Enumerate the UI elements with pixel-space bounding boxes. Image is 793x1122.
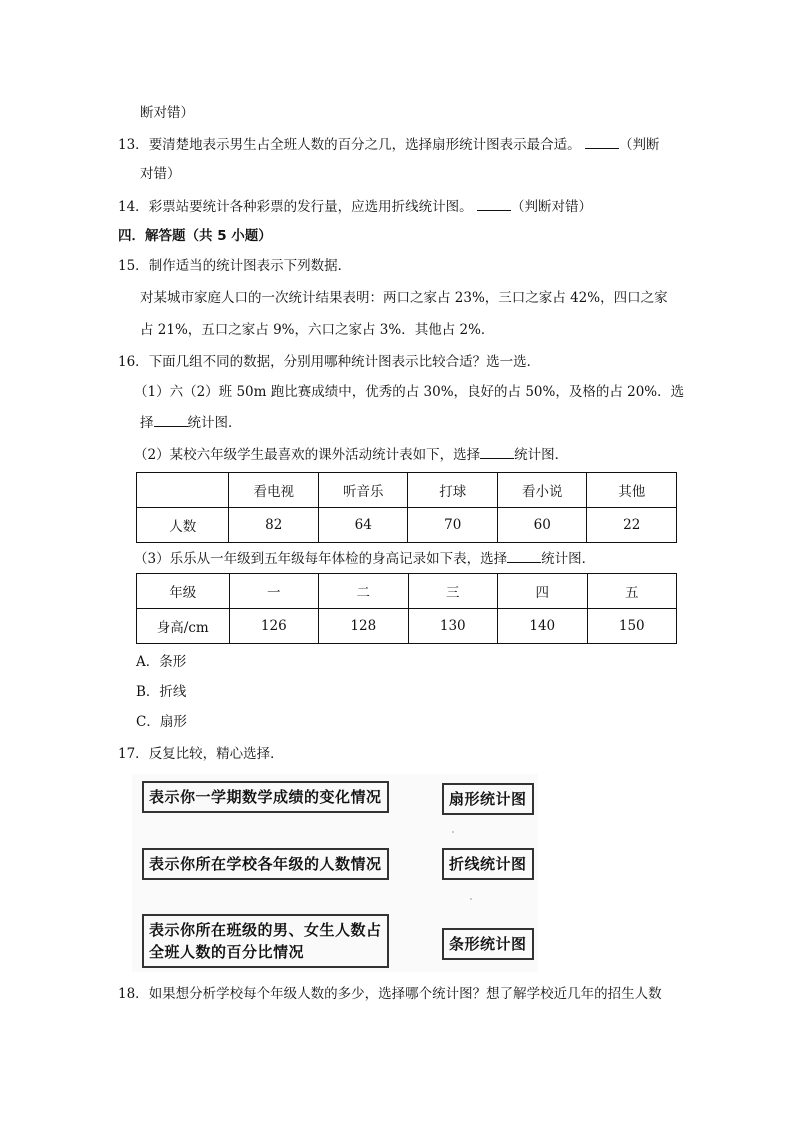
q18-number: 18．: [118, 986, 149, 1002]
table-cell: 人数: [137, 508, 229, 543]
table-cell: 82: [229, 508, 319, 543]
q16-part2-blank[interactable]: [480, 444, 514, 459]
table-cell: [137, 473, 229, 508]
q13-tail: 对错）: [140, 166, 181, 182]
q16-part1-line2: [140, 412, 242, 433]
q17-number: 17．: [118, 746, 149, 762]
option-b: B．折线: [136, 684, 187, 700]
q15-text: 制作适当的统计图表示下列数据．: [148, 258, 352, 274]
question-15: [118, 256, 351, 276]
q12-tail: 断对错）: [140, 105, 194, 121]
q16-part2: [134, 444, 568, 465]
match-right-item-1: 扇形统计图: [442, 783, 534, 815]
q13-number: 13．: [118, 137, 149, 153]
height-table: [136, 573, 677, 644]
table-row: [137, 508, 677, 543]
table-cell: 身高/cm: [137, 609, 230, 644]
table-cell: 其他: [587, 473, 677, 508]
table-cell: 126: [229, 609, 318, 644]
q14-after: （判断对错）: [510, 199, 592, 215]
q15-number: 15．: [118, 258, 149, 274]
match-right-item-2: 折线统计图: [442, 848, 534, 880]
table-cell: 64: [318, 508, 408, 543]
question-17: [118, 744, 284, 764]
q15-line-2: 占 21%，五口之家占 9%，六口之家占 3%．其他占 2%．: [140, 322, 495, 338]
q16-part1-line1: （1）六（2）班 50m 跑比赛成绩中，优秀的占 30%，良好的占 50%，及格的占 20%．选: [134, 384, 685, 400]
activity-table: [136, 472, 677, 543]
table-cell: 五: [587, 574, 677, 609]
q14-text: 彩票站要统计各种彩票的发行量，应选用折线统计图。: [148, 199, 473, 215]
q14-answer-blank[interactable]: [477, 196, 511, 211]
match-left-item-2: 表示你所在学校各年级的人数情况: [142, 848, 389, 880]
table-cell: 一: [229, 574, 318, 609]
section-4-heading: 四．解答题（共 5 小题）: [118, 228, 272, 244]
q16-part1-pre: 择: [140, 415, 154, 431]
table-cell: 60: [497, 508, 587, 543]
table-cell: 年级: [137, 574, 230, 609]
q16-part1-post: 统计图．: [187, 415, 242, 431]
table-cell: 二: [319, 574, 408, 609]
q13-text: 要清楚地表示男生占全班人数的百分之几，选择扇形统计图表示最合适。: [148, 137, 581, 153]
q16-part1-blank[interactable]: [154, 412, 188, 427]
match-left-item-1: 表示你一学期数学成绩的变化情况: [142, 781, 389, 813]
table-cell: 看电视: [229, 473, 319, 508]
question-16: [118, 352, 540, 372]
q17-text: 反复比较，精心选择．: [148, 746, 284, 762]
q16-text: 下面几组不同的数据，分别用哪种统计图表示比较合适？选一选．: [148, 354, 541, 370]
match-left-item-3: [142, 914, 389, 968]
table-cell: 看小说: [497, 473, 587, 508]
table-header-row: [137, 473, 677, 508]
table-cell: 听音乐: [318, 473, 408, 508]
question-14: [118, 196, 592, 217]
table-cell: 140: [498, 609, 587, 644]
question-18: [118, 984, 662, 1004]
table-cell: 打球: [408, 473, 498, 508]
q16-part3: [134, 548, 595, 569]
scan-speck: [452, 831, 454, 833]
q14-number: 14．: [118, 199, 149, 215]
table-header-row: [137, 574, 677, 609]
option-a: A．条形: [136, 654, 187, 670]
table-cell: 三: [408, 574, 497, 609]
table-cell: 四: [498, 574, 587, 609]
q16-number: 16．: [118, 354, 149, 370]
match-left-item-3-line2: 全班人数的百分比情况: [149, 943, 305, 961]
table-row: [137, 609, 677, 644]
table-cell: 128: [319, 609, 408, 644]
q16-part2-post: 统计图．: [514, 447, 569, 463]
q16-part2-pre: （2）某校六年级学生最喜欢的课外活动统计表如下，选择: [134, 447, 481, 463]
table-cell: 130: [408, 609, 497, 644]
q13-answer-blank[interactable]: [585, 134, 619, 149]
question-13: [118, 134, 659, 155]
table-cell: 70: [408, 508, 498, 543]
q16-part3-blank[interactable]: [507, 548, 541, 563]
q13-after: （判断: [618, 137, 660, 153]
option-c: C．扇形: [136, 714, 187, 730]
match-right-item-3: 条形统计图: [442, 928, 534, 960]
q18-text: 如果想分析学校每个年级人数的多少，选择哪个统计图？想了解学校近几年的招生人数: [148, 986, 662, 1002]
table-cell: 22: [587, 508, 677, 543]
scan-speck: [470, 898, 472, 900]
q16-part3-pre: （3）乐乐从一年级到五年级每年体检的身高记录如下表，选择: [134, 551, 508, 567]
table-cell: 150: [587, 609, 677, 644]
match-left-item-3-line1: 表示你所在班级的男、女生人数占: [149, 921, 382, 939]
q15-line-1: 对某城市家庭人口的一次统计结果表明：两口之家占 23%，三口之家占 42%，四口之家: [140, 290, 668, 306]
q16-part3-post: 统计图．: [541, 551, 596, 567]
